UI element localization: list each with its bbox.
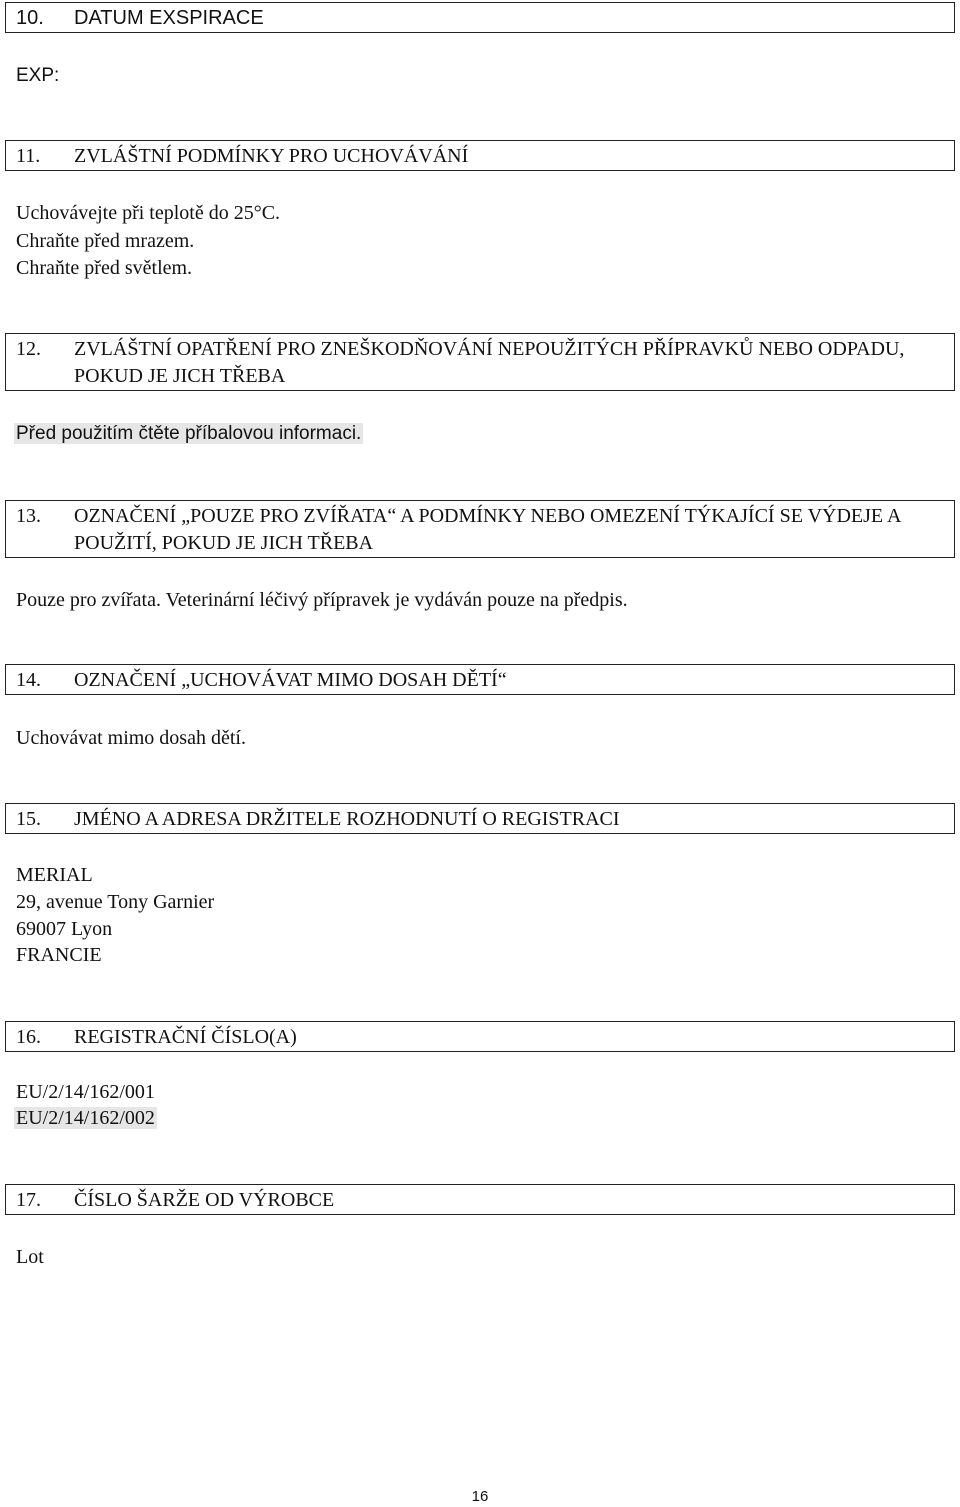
- section-title: OZNAČENÍ „UCHOVÁVAT MIMO DOSAH DĚTÍ“: [74, 669, 507, 691]
- disposal-text: [16, 420, 363, 447]
- registration-number-1: EU/2/14/162/001: [16, 1081, 155, 1103]
- section-number: 10.: [16, 7, 44, 29]
- storage-line-1: Uchovávejte při teplotě do 25°C.: [16, 202, 281, 224]
- holder-city: 69007 Lyon: [16, 918, 113, 940]
- section-title: DATUM EXSPIRACE: [74, 7, 264, 29]
- holder-street: 29, avenue Tony Garnier: [16, 891, 215, 913]
- section-14-header: [5, 664, 955, 695]
- section-number: 13.: [16, 505, 41, 527]
- holder-country: FRANCIE: [16, 944, 102, 966]
- children-warning-text: Uchovávat mimo dosah dětí.: [16, 727, 246, 749]
- section-title: ZVLÁŠTNÍ PODMÍNKY PRO UCHOVÁVÁNÍ: [74, 145, 469, 167]
- section-17-header: [5, 1184, 955, 1215]
- section-number: 15.: [16, 808, 41, 830]
- section-title: ČÍSLO ŠARŽE OD VÝROBCE: [74, 1189, 335, 1211]
- highlighted-text: Před použitím čtěte příbalovou informaci.: [16, 423, 362, 444]
- section-11-header: [5, 140, 955, 171]
- section-title: OZNAČENÍ „POUZE PRO ZVÍŘATA“ A PODMÍNKY NEBO OMEZENÍ TÝKAJÍCÍ SE VÝDEJE A POUŽITÍ, POKUD JE JICH TŘEBA: [74, 505, 901, 554]
- storage-line-2: Chraňte před mrazem.: [16, 230, 195, 252]
- section-number: 14.: [16, 669, 41, 691]
- holder-name: MERIAL: [16, 864, 93, 886]
- registration-number-2-wrapper: [16, 1105, 157, 1132]
- section-title: JMÉNO A ADRESA DRŽITELE ROZHODNUTÍ O REGISTRACI: [74, 808, 620, 830]
- section-number: 16.: [16, 1026, 41, 1048]
- section-15-header: [5, 803, 955, 834]
- section-16-header: [5, 1021, 955, 1052]
- section-title: REGISTRAČNÍ ČÍSLO(A): [74, 1026, 297, 1048]
- registration-number-2: EU/2/14/162/002: [16, 1107, 155, 1129]
- storage-line-3: Chraňte před světlem.: [16, 257, 193, 279]
- section-number: 11.: [16, 145, 41, 167]
- expiry-label: EXP:: [16, 65, 60, 86]
- section-13-header: [5, 500, 955, 558]
- veterinary-use-text: Pouze pro zvířata. Veterinární léčivý přípravek je vydáván pouze na předpis.: [16, 589, 628, 611]
- section-10-header: [5, 2, 955, 33]
- lot-label: Lot: [16, 1246, 44, 1268]
- section-number: 17.: [16, 1189, 41, 1211]
- section-number: 12.: [16, 338, 41, 360]
- section-title: ZVLÁŠTNÍ OPATŘENÍ PRO ZNEŠKODŇOVÁNÍ NEPOUŽITÝCH PŘÍPRAVKŮ NEBO ODPADU, POKUD JE JICH TŘEBA: [74, 338, 905, 387]
- page-number: 16: [471, 1488, 489, 1505]
- section-12-header: [5, 333, 955, 391]
